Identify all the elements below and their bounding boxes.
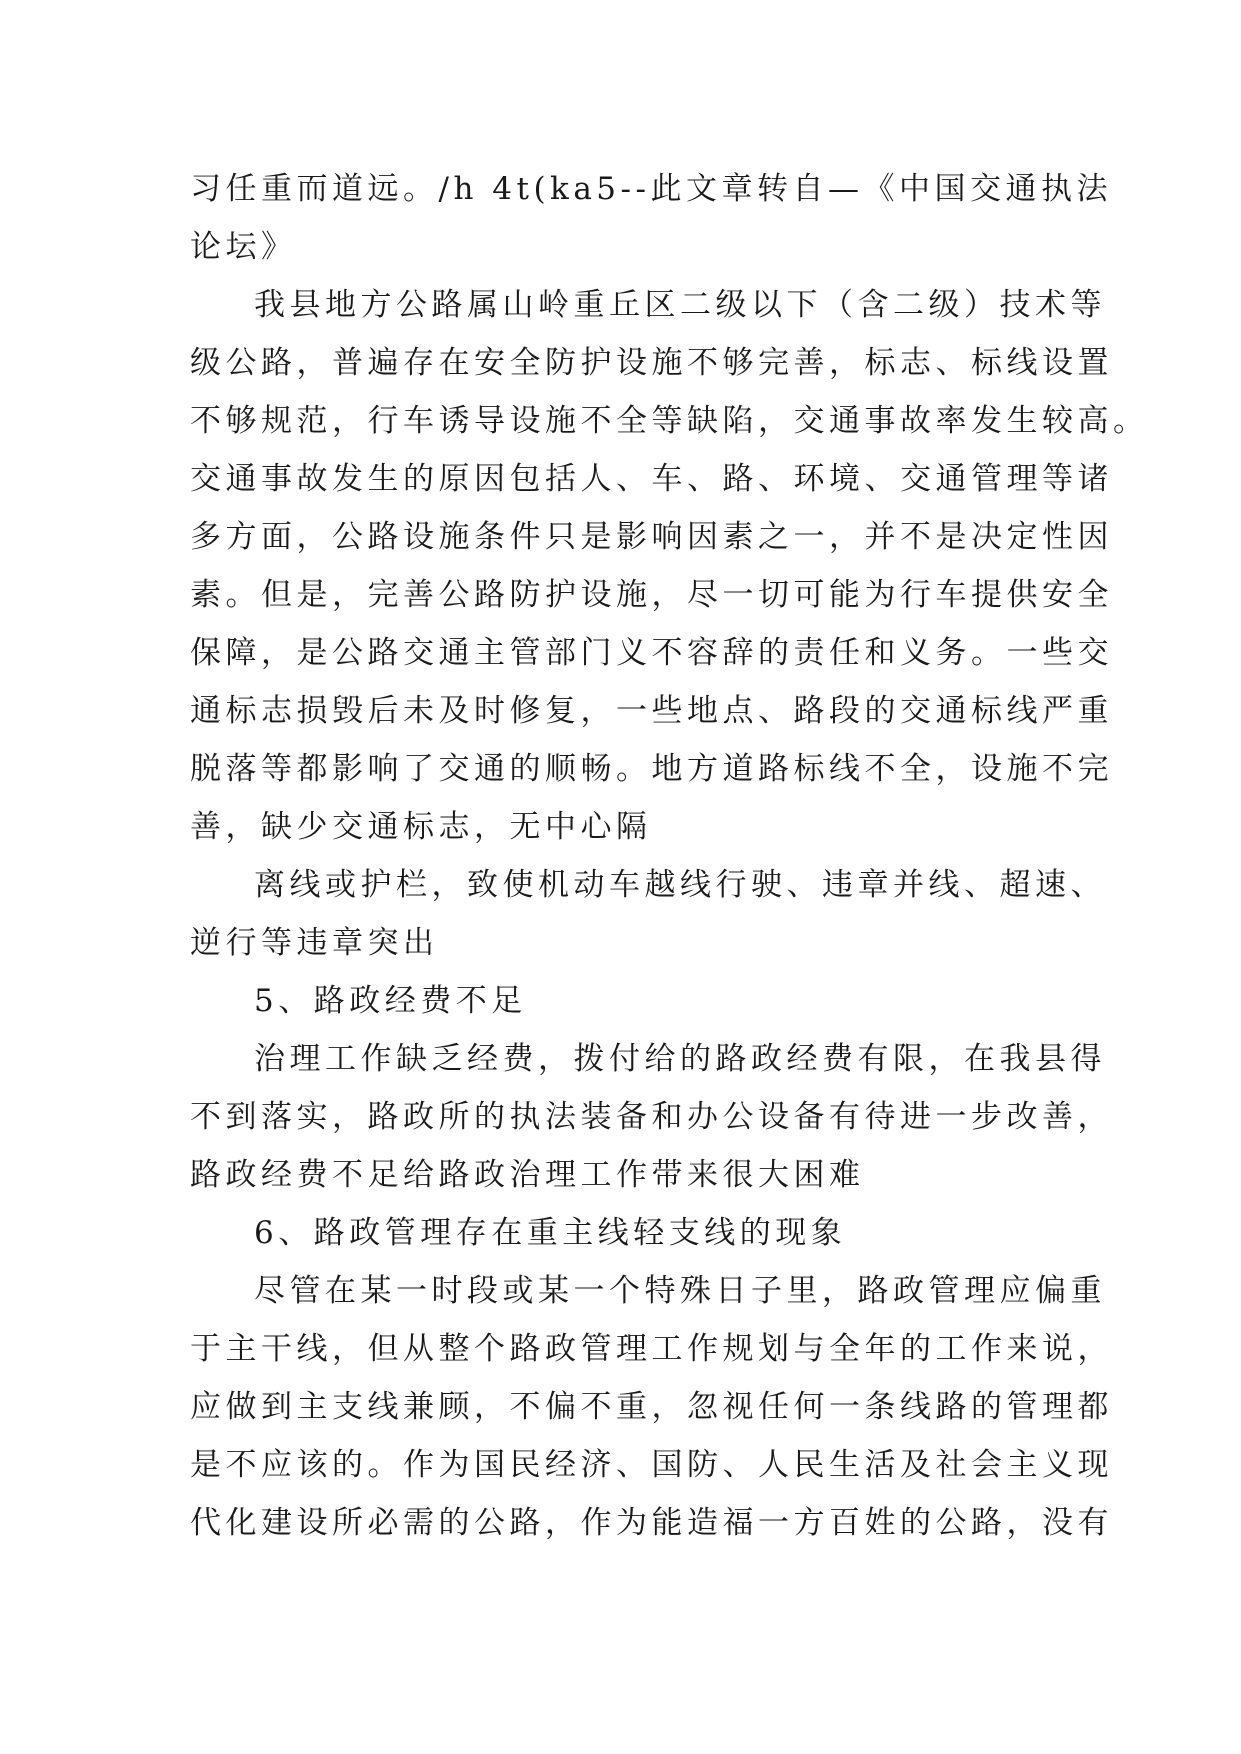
text-line: 习任重而道远。/h 4t(ka5--此文章转自—《中国交通执法 [190, 171, 1112, 207]
text-line: 保障，是公路交通主管部门义不容辞的责任和义务。一些交 [190, 635, 1113, 671]
document-body [190, 160, 1149, 1552]
text-line: 应做到主支线兼顾，不偏不重，忽视任何一条线路的管理都 [190, 1389, 1113, 1425]
text-line: 不到落实，路政所的执法装备和办公设备有待进一步改善， [190, 1099, 1113, 1135]
text-line: 治理工作缺乏经费，拨付给的路政经费有限，在我县得 [254, 1041, 1106, 1077]
text-line: 逆行等违章突出 [190, 925, 439, 961]
paragraph-1 [190, 160, 1112, 276]
text-line: 级公路，普遍存在安全防护设施不够完善，标志、标线设置 [190, 345, 1113, 381]
text-line: 我县地方公路属山岭重丘区二级以下（含二级）技术等 [254, 287, 1106, 323]
text-line: 多方面，公路设施条件只是影响因素之一，并不是决定性因 [190, 519, 1113, 555]
text-line: 5、路政经费不足 [254, 983, 527, 1019]
text-line: 离线或护栏，致使机动车越线行驶、违章并线、超速、 [254, 867, 1106, 903]
paragraph-3 [190, 856, 1106, 972]
text-line: 6、路政管理存在重主线轻支线的现象 [254, 1215, 847, 1251]
section-heading-6 [190, 1204, 1050, 1262]
paragraph-4 [190, 1030, 1113, 1204]
text-line: 是不应该的。作为国民经济、国防、人民生活及社会主义现 [190, 1447, 1113, 1483]
text-line: 路政经费不足给路政治理工作带来很大困难 [190, 1157, 865, 1193]
text-line: 于主干线，但从整个路政管理工作规划与全年的工作来说， [190, 1331, 1113, 1367]
text-line: 论坛》 [190, 229, 297, 265]
text-line: 素。但是，完善公路防护设施，尽一切可能为行车提供安全 [190, 577, 1113, 613]
text-line: 尽管在某一时段或某一个特殊日子里，路政管理应偏重 [254, 1273, 1106, 1309]
text-line: 脱落等都影响了交通的顺畅。地方道路标线不全，设施不完 [190, 751, 1113, 787]
paragraph-2 [190, 276, 1149, 856]
text-line: 代化建设所必需的公路，作为能造福一方百姓的公路，没有 [190, 1505, 1113, 1541]
paragraph-5 [190, 1262, 1113, 1552]
text-line: 交通事故发生的原因包括人、车、路、环境、交通管理等诸 [190, 461, 1113, 497]
text-line: 通标志损毁后未及时修复，一些地点、路段的交通标线严重 [190, 693, 1113, 729]
text-line: 善，缺少交通标志，无中心隔 [190, 809, 652, 845]
text-line: 不够规范，行车诱导设施不全等缺陷，交通事故率发生较高。 [190, 403, 1149, 439]
section-heading-5 [190, 972, 1050, 1030]
